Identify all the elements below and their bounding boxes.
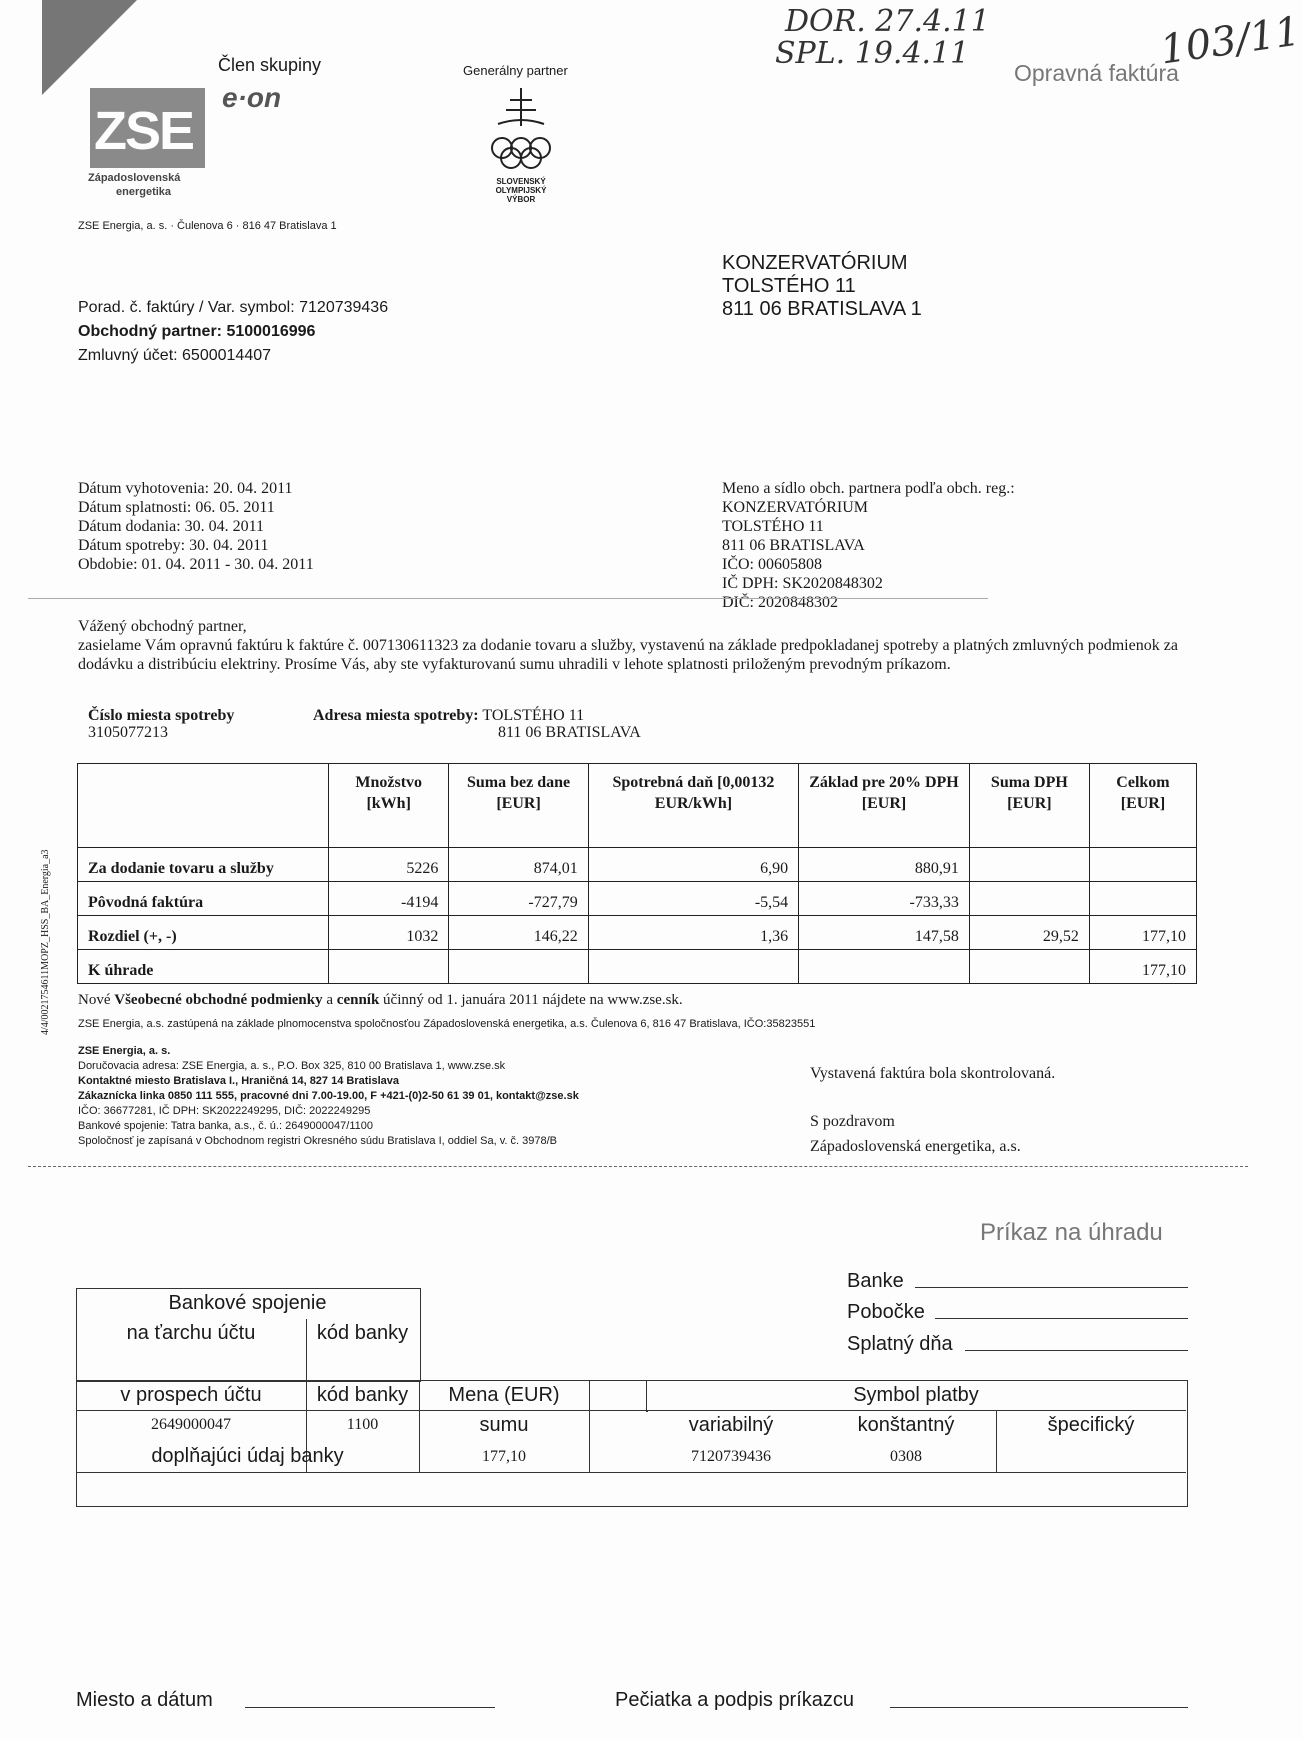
invoice-number: Porad. č. faktúry / Var. symbol: 7120739436 bbox=[78, 299, 389, 316]
table-header-row bbox=[78, 764, 1197, 848]
consumption-point-number: 3105077213 bbox=[88, 724, 168, 741]
cut-line bbox=[28, 1166, 1248, 1167]
contract-account: Zmluvný účet: 6500014407 bbox=[78, 347, 272, 364]
terms-suffix: účinný od 1. januára 2011 nájdete na www.zse.sk. bbox=[379, 992, 683, 1008]
partner-registration bbox=[722, 479, 1015, 612]
table-cell: Za dodanie tovaru a služby bbox=[78, 848, 329, 882]
partner-ico: IČO: 00605808 bbox=[722, 556, 822, 573]
recipient-street: TOLSTÉHO 11 bbox=[722, 275, 856, 297]
payment-order-form bbox=[76, 1288, 1188, 1507]
table-header bbox=[78, 764, 329, 848]
variable-symbol-value: 7120739436 bbox=[691, 1448, 771, 1465]
representation-note: ZSE Energia, a.s. zastúpená na základe plnomocenstva spoločnosťou Západoslovenská energetika, a.s. Čulenova 6, 816 47 Bratislava, IČO:35823551 bbox=[78, 1018, 816, 1030]
document-type: Opravná faktúra bbox=[1014, 60, 1179, 86]
banke-label: Banke bbox=[847, 1270, 904, 1292]
terms-bold2: cenník bbox=[336, 992, 380, 1008]
table-cell bbox=[969, 882, 1089, 916]
credit-account-label: v prospech účtu bbox=[120, 1384, 262, 1406]
table-cell bbox=[969, 950, 1089, 984]
place-date-line bbox=[245, 1707, 495, 1708]
table-cell: 177,10 bbox=[1089, 916, 1196, 950]
partner-number: Obchodný partner: 5100016996 bbox=[78, 323, 316, 340]
recipient-city: 811 06 BRATISLAVA 1 bbox=[722, 298, 922, 320]
footer-contact: Kontaktné miesto Bratislava I., Hraničná 14, 827 14 Bratislava bbox=[78, 1075, 399, 1087]
footer-postal: Doručovacia adresa: ZSE Energia, a. s., P.O. Box 325, 810 00 Bratislava 1, www.zse.sk bbox=[78, 1060, 506, 1072]
payment-order-title: Príkaz na úhradu bbox=[980, 1219, 1163, 1246]
table-cell: -5,54 bbox=[588, 882, 798, 916]
credit-account-value: 2649000047 bbox=[151, 1416, 231, 1433]
table-cell: 880,91 bbox=[799, 848, 970, 882]
table-cell: 6,90 bbox=[588, 848, 798, 882]
amount-label: sumu bbox=[479, 1414, 529, 1436]
bank-connection-label: Bankové spojenie bbox=[168, 1292, 327, 1314]
recipient-address bbox=[722, 252, 922, 321]
letter-greeting: Vážený obchodný partner, bbox=[78, 618, 247, 635]
table-row bbox=[78, 916, 1197, 950]
terms-note bbox=[78, 992, 683, 1009]
date-issued: Dátum vyhotovenia: 20. 04. 2011 bbox=[78, 480, 293, 497]
table-cell: Rozdiel (+, -) bbox=[78, 916, 329, 950]
date-consumption: Dátum spotreby: 30. 04. 2011 bbox=[78, 537, 269, 554]
pobocke-label: Pobočke bbox=[847, 1301, 925, 1323]
group-label: Člen skupiny bbox=[218, 55, 322, 75]
logo-corner-decoration bbox=[42, 0, 137, 95]
letter-body: zasielame Vám opravnú faktúru k faktúre č. 007130611323 za dodanie tovaru a služby, vystavenú na základe predpokladanej spotreby a platných zmluvných podmienok za dodávku a distribúciu elektriny. Prosíme Vás, aby ste vyfakturovanú sumu uhradili v lehote splatnosti priloženým prevodným príkazom. bbox=[78, 637, 1178, 673]
invoice-table bbox=[77, 763, 1197, 984]
payment-grid-col-line bbox=[589, 1380, 590, 1472]
payment-grid-spacer bbox=[646, 1410, 648, 1412]
table-cell: -4194 bbox=[329, 882, 449, 916]
consumption-address-label: Adresa miesta spotreby: bbox=[313, 707, 479, 724]
olympic-line2: OLYMPIJSKÝ bbox=[495, 186, 547, 195]
terms-bold: Všeobecné obchodné podmienky bbox=[114, 992, 323, 1008]
table-cell bbox=[799, 950, 970, 984]
table-cell bbox=[969, 848, 1089, 882]
general-partner-label: Generálny partner bbox=[463, 63, 568, 78]
credit-bank-code-label: kód banky bbox=[316, 1384, 409, 1406]
stamp-signature-line bbox=[890, 1707, 1188, 1708]
credit-bank-code-value: 1100 bbox=[346, 1416, 379, 1433]
cover-letter bbox=[78, 617, 1178, 674]
olympic-line3: VÝBOR bbox=[506, 195, 536, 204]
debit-account-label: na ťarchu účtu bbox=[126, 1322, 256, 1344]
signer: Západoslovenská energetika, a.s. bbox=[810, 1138, 1021, 1155]
constant-symbol-value: 0308 bbox=[890, 1448, 922, 1465]
company-footer bbox=[78, 1044, 579, 1149]
partner-dic: DIČ: 2020848302 bbox=[722, 594, 838, 611]
handwritten-note-1: DOR. 27.4.11 bbox=[785, 4, 990, 39]
olympic-committee-text bbox=[486, 177, 556, 204]
table-row bbox=[78, 882, 1197, 916]
table-cell: Pôvodná faktúra bbox=[78, 882, 329, 916]
table-cell bbox=[1089, 848, 1196, 882]
table-header: Spotrebná daň [0,00132 EUR/kWh] bbox=[588, 764, 798, 848]
terms-prefix: Nové bbox=[78, 992, 115, 1008]
consumption-point bbox=[88, 707, 234, 741]
olympic-line1: SLOVENSKÝ bbox=[496, 177, 546, 186]
table-header: Suma DPH [EUR] bbox=[969, 764, 1089, 848]
invoice-references bbox=[78, 296, 388, 368]
extra-bank-data-label: doplňajúci údaj banky bbox=[151, 1445, 344, 1467]
divider bbox=[28, 598, 988, 599]
debit-bank-code-label: kód banky bbox=[316, 1322, 409, 1344]
handwritten-note-2: SPL. 19.4.11 bbox=[775, 36, 970, 71]
checked-note: Vystavená faktúra bola skontrolovaná. bbox=[810, 1065, 1056, 1082]
table-cell: 146,22 bbox=[449, 916, 588, 950]
table-cell bbox=[329, 950, 449, 984]
stamp-signature-label: Pečiatka a podpis príkazcu bbox=[615, 1689, 855, 1711]
partner-ic-dph: IČ DPH: SK2020848302 bbox=[722, 575, 883, 592]
table-cell: 5226 bbox=[329, 848, 449, 882]
table-header: Základ pre 20% DPH [EUR] bbox=[799, 764, 970, 848]
sender-address: ZSE Energia, a. s. · Čulenova 6 · 816 47 Bratislava 1 bbox=[78, 220, 337, 232]
table-cell bbox=[588, 950, 798, 984]
place-date-label: Miesto a dátum bbox=[76, 1689, 213, 1711]
table-cell bbox=[1089, 882, 1196, 916]
table-cell: 1032 bbox=[329, 916, 449, 950]
splatny-label: Splatný dňa bbox=[847, 1333, 953, 1355]
consumption-address bbox=[313, 707, 641, 741]
constant-symbol-label: konštantný bbox=[857, 1414, 955, 1436]
date-delivery: Dátum dodania: 30. 04. 2011 bbox=[78, 518, 265, 535]
table-cell: -727,79 bbox=[449, 882, 588, 916]
partner-reg-name: KONZERVATÓRIUM bbox=[722, 499, 868, 516]
vertical-document-code: 4/4/0021754611MOPZ_HSS_BA_Energia_a3 bbox=[40, 849, 51, 1035]
footer-register: Spoločnosť je zapísaná v Obchodnom registri Okresného súdu Bratislava I, oddiel Sa, v. č. 3978/B bbox=[78, 1135, 558, 1147]
footer-hotline: Zákaznícka linka 0850 111 555, pracovné dni 7.00-19.00, F +421-(0)2-50 61 39 01, kontakt@zse.sk bbox=[78, 1090, 579, 1102]
payment-symbol-label: Symbol platby bbox=[853, 1384, 979, 1406]
consumption-address-line1: TOLSTÉHO 11 bbox=[482, 707, 585, 724]
company-name-line1: Západoslovenská bbox=[88, 172, 181, 184]
consumption-address-line2: 811 06 BRATISLAVA bbox=[498, 724, 641, 741]
consumption-point-label: Číslo miesta spotreby bbox=[88, 707, 235, 724]
payment-grid-row-line bbox=[76, 1410, 1186, 1411]
table-header: Suma bez dane [EUR] bbox=[449, 764, 588, 848]
footer-ids: IČO: 36677281, IČ DPH: SK2022249295, DIČ: 2022249295 bbox=[78, 1105, 371, 1117]
partner-reg-city: 811 06 BRATISLAVA bbox=[722, 537, 865, 554]
company-name-line2: energetika bbox=[116, 186, 172, 198]
variable-symbol-label: variabilný bbox=[688, 1414, 774, 1436]
table-cell: 874,01 bbox=[449, 848, 588, 882]
payment-grid-row-line bbox=[76, 1472, 1186, 1473]
zse-logo-text: ZSE bbox=[94, 101, 194, 161]
billing-period: Obdobie: 01. 04. 2011 - 30. 04. 2011 bbox=[78, 556, 314, 573]
regards: S pozdravom bbox=[810, 1113, 895, 1130]
recipient-name: KONZERVATÓRIUM bbox=[722, 252, 908, 274]
olympic-rings-icon bbox=[488, 86, 554, 176]
table-cell: -733,33 bbox=[799, 882, 970, 916]
table-header: Celkom [EUR] bbox=[1089, 764, 1196, 848]
invoice-dates bbox=[78, 479, 314, 574]
table-row bbox=[78, 848, 1197, 882]
table-row bbox=[78, 950, 1197, 984]
table-cell: K úhrade bbox=[78, 950, 329, 984]
table-cell: 147,58 bbox=[799, 916, 970, 950]
footer-company: ZSE Energia, a. s. bbox=[78, 1045, 171, 1057]
date-due: Dátum splatnosti: 06. 05. 2011 bbox=[78, 499, 275, 516]
partner-reg-street: TOLSTÉHO 11 bbox=[722, 518, 824, 535]
terms-mid: a bbox=[322, 992, 337, 1008]
specific-symbol-label: špecifický bbox=[1047, 1414, 1135, 1436]
partner-reg-label: Meno a sídlo obch. partnera podľa obch. reg.: bbox=[722, 480, 1015, 497]
handwritten-note-3: 103/11 bbox=[1157, 8, 1303, 74]
currency-label: Mena (EUR) bbox=[448, 1384, 560, 1406]
table-cell: 29,52 bbox=[969, 916, 1089, 950]
table-cell: 177,10 bbox=[1089, 950, 1196, 984]
table-cell bbox=[449, 950, 588, 984]
table-header: Množstvo [kWh] bbox=[329, 764, 449, 848]
table-cell: 1,36 bbox=[588, 916, 798, 950]
footer-bank: Bankové spojenie: Tatra banka, a.s., č. ú.: 2649000047/1100 bbox=[78, 1120, 373, 1132]
eon-logo: e·on bbox=[222, 82, 282, 113]
amount-value: 177,10 bbox=[482, 1448, 526, 1465]
